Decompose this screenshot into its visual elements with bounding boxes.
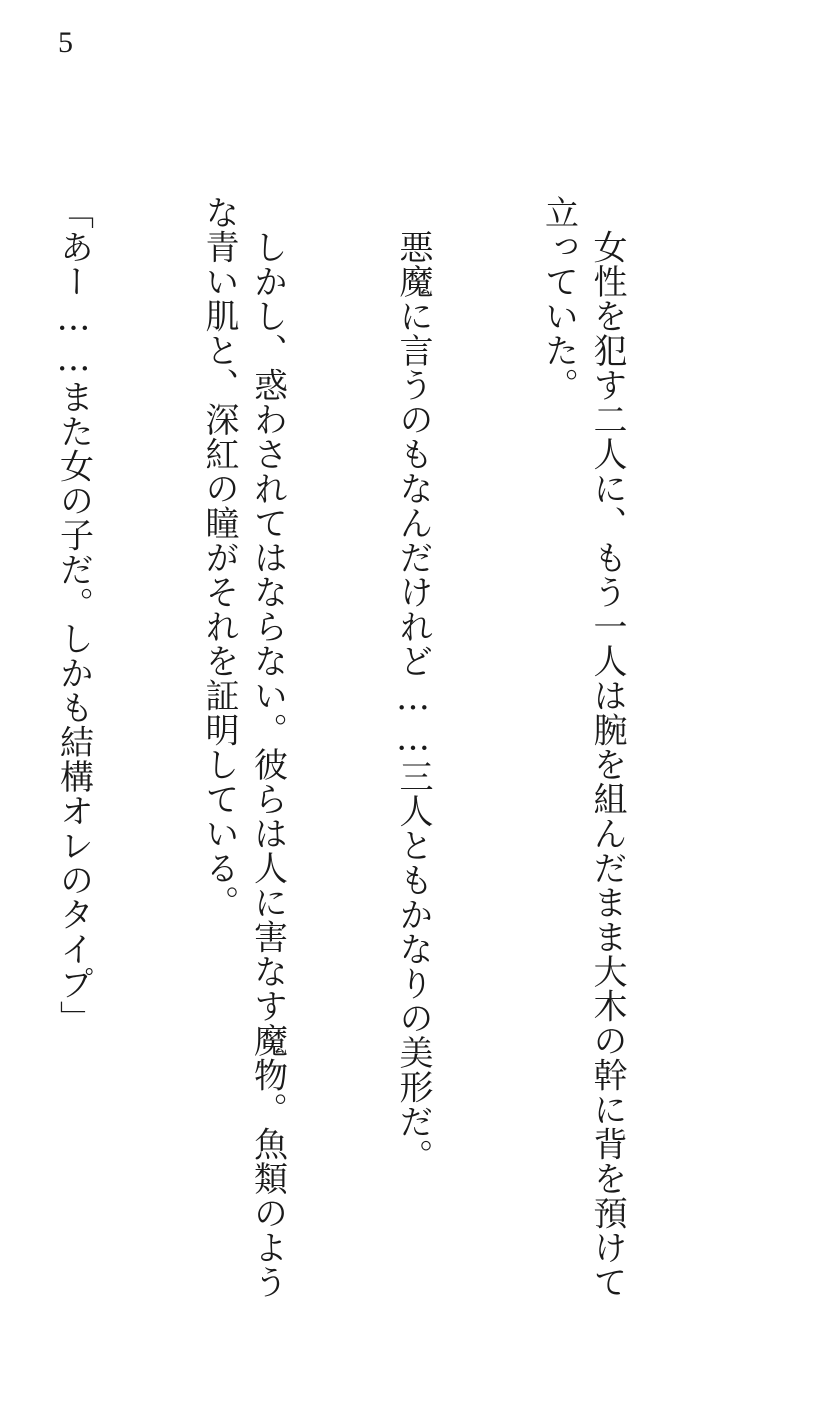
paragraph: 「あー……また女の子だ。しかも結構オレのタイプ」: [53, 195, 94, 1035]
paragraph: 悪魔に言うのもなんだけれど……三人ともかなりの美形だ。: [393, 195, 433, 1173]
page-number: 5: [58, 26, 73, 59]
paragraph: しかし、惑わされてはならない。彼らは人に害なす魔物。魚類のような青い肌と、深紅の瞳がそれを証明している。: [199, 195, 288, 1299]
paragraph: 女性を犯す二人に、もう一人は腕を組んだまま大木の幹に背を預けて立っていた。: [538, 195, 627, 1299]
vertical-text-body: [0, 195, 728, 1305]
